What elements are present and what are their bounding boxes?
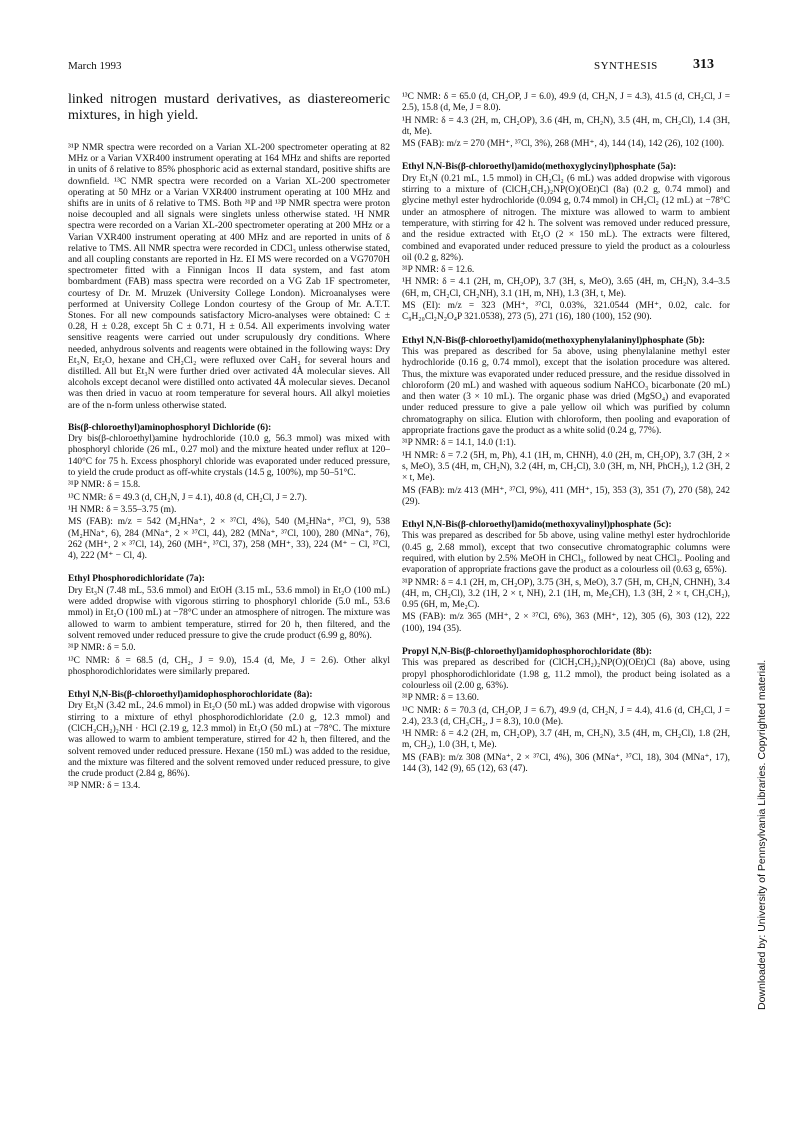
- paragraph: ¹H NMR: δ = 4.3 (2H, m, CH₂OP), 3.6 (4H, m, CH₂N), 3.5 (4H, m, CH₂Cl), 1.4 (3H, dt, Me).: [402, 115, 730, 137]
- download-notice: Downloaded by: University of Pennsylvania Libraries. Copyrighted material.: [756, 659, 768, 1010]
- paragraph: MS (FAB): m/z 365 (MH⁺, 2 × ³⁷Cl, 6%), 363 (MH⁺, 12), 305 (6), 303 (12), 222 (100), 194 (35).: [402, 612, 730, 634]
- paragraph: ³¹P NMR: δ = 15.8.: [68, 480, 141, 491]
- paragraph: ³¹P NMR: δ = 12.6.: [402, 265, 475, 276]
- paragraph: This was prepared as described for (ClCH₂CH₂)₂NP(O)(OEt)Cl (8a) above, using propyl phosphorodichloridate (1.98 g, 11.2 mmol), the product being isolated as a colourless oil (2.00 g, 63%).: [402, 658, 730, 691]
- paragraph: Dry Et₃N (0.21 mL, 1.5 mmol) in CH₂Cl₂ (6 mL) was added dropwise with vigorous stirring to a mixture of (ClCH₂CH₂)₂NP(O)(OEt)Cl (8a) (0.2 g, 0.74 mmol) and glycine methyl ester hydrochloride (0.094 g, 0.74 mmol) in CH₂Cl₂ (12 mL) at −78°C under an atmosphere of nitrogen. The mixture was allowed to warm to ambient temperature, with stirring for 42 h. The solvent was removed under reduced pressure, and the residue extracted with Et₂O (2 × 150 mL). The extracts were filtered, combined and evaporated under reduced pressure to yield the product as a colourless oil (0.2 g, 82%).: [402, 173, 730, 263]
- section-heading: Ethyl N,N-Bis(β-chloroethyl)amido(methoxyphenylalaninyl)phosphate (5b):: [402, 335, 705, 346]
- paragraph: ³¹P NMR: δ = 4.1 (2H, m, CH₂OP), 3.75 (3H, s, MeO), 3.7 (5H, m, CH₂N, CHNH), 3.4 (4H, m, CH₂Cl), 3.2 (1H, 2 × t, NH), 2.1 (1H, m, Me₂CH), 1.3 (3H, 2 × t, CH₃CH₂), 0.95 (6H, m, Me₂C).: [402, 577, 730, 611]
- section-heading: Ethyl N,N-Bis(β-chloroethyl)amido(methoxyglycinyl)phosphate (5a):: [402, 162, 677, 173]
- paragraph: ¹³C NMR: δ = 65.0 (d, CH₂OP, J = 6.0), 49.9 (d, CH₂N, J = 4.3), 41.5 (d, CH₂Cl, J = 2.5), 15.8 (d, Me, J = 8.0).: [402, 92, 730, 114]
- paragraph: ¹H NMR: δ = 3.55–3.75 (m).: [68, 504, 177, 515]
- paragraph: Dry Et₃N (3.42 mL, 24.6 mmol) in Et₂O (50 mL) was added dropwise with vigorous stirring to a mixture of ethyl phosphorodichloridate (2.0 g, 12.3 mmol) and (ClCH₂CH₂)₂NH · HCl (2.19 g, 12.3 mmol) in Et₂O (50 mL) at −78°C. The mixture was allowed to warm to ambient temperature, stirred for 42 h, then filtered, and the solvent removed under reduced pressure. Hexane (150 mL) was added to the residue, and the mixture was filtered and the solvent removed under reduced pressure, to give the crude product (2.84 g, 86%).: [68, 701, 390, 780]
- header-journal: SYNTHESIS: [594, 60, 658, 72]
- paragraph: This was prepared as described for 5a above, using phenylalanine methyl ester hydrochloride (0.16 g, 0.74 mmol), except that the isolation procedure was altered. Thus, the mixture was evaporated under reduced pressure, and the residue dissolved in chloroform (20 mL) and washed with aqueous sodium NaHCO₃ bicarbonate (20 mL) and then water (3 × 10 mL). The organic phase was dried (MgSO₄) and evaporated under reduced pressure to give a pale yellow oil which was purified by column chromatography on silica. Elution with chloroform, then pooling and evaporation of appropriate fractions gave the product as a white solid (0.24 g, 77%).: [402, 346, 730, 437]
- paragraph: MS (FAB): m/z 308 (MNa⁺, 2 × ³⁷Cl, 4%), 306 (MNa⁺, ³⁷Cl, 18), 304 (MNa⁺, 17), 144 (3), 142 (9), 65 (12), 63 (47).: [402, 752, 730, 775]
- paragraph: MS (FAB): m/z = 542 (M₂HNa⁺, 2 × ³⁷Cl, 4%), 540 (M₂HNa⁺, ³⁷Cl, 9), 538 (M₂HNa⁺, 6), 284 (MNa⁺, 2 × ³⁷Cl, 44), 282 (MNa⁺, ³⁷Cl, 100), 280 (MNa⁺, 76), 262 (MH⁺, 2 × ³⁷Cl, 14), 260 (MH⁺, ³⁷Cl, 37), 258 (MH⁺, 33), 224 (M⁺ − Cl, ³⁷Cl, 4), 222 (M⁺ − Cl, 4).: [68, 517, 390, 562]
- section-heading: Propyl N,N-Bis(β-chloroethyl)amidophosphorochloridate (8b):: [402, 647, 652, 658]
- paragraph: MS (FAB): m/z = 270 (MH⁺, ³⁷Cl, 3%), 268 (MH⁺, 4), 144 (14), 142 (26), 102 (100).: [402, 139, 725, 150]
- section-heading: Bis(β-chloroethyl)aminophosphoryl Dichloride (6):: [68, 422, 272, 433]
- experimental-footnote: ³¹P NMR spectra were recorded on a Varian XL-200 spectrometer operating at 82 MHz or a Varian VXR400 instrument operating at 164 MHz and shifts are reported in units of δ relative to 85% phosphoric acid as external standard, positive shifts are downfield. ¹³C NMR spectra were recorded on a Varian XL-200 spectrometer operating at 50 MHz or a Varian VXR400 instrument operating at 100 MHz and shifts are in units of δ relative to TMS. Both ³¹P and ¹³P NMR spectra were proton noise decoupled and all signals were singlets unless otherwise stated. ¹H NMR spectra were recorded on a Varian XL-200 spectrometer operating at 200 MHz or a Varian VXR400 instrument operating at 400 MHz and are reported in units of δ relative to TMS. All NMR spectra were recorded in CDCl₃ unless otherwise stated, and all coupling constants are reported in Hz. EI MS were recorded on a VG7070H spectrometer fitted with a Finnigan Incos II data system, and fast atom bombardment (FAB) mass spectra were recorded on a VG Zab 1F spectrometer, courtesy of Dr. M. Mruzek (University College London). Microanalyses were performed at University College London courtesy of the Group of Mr. A.T.T. Stones. For all new compounds satisfactory Micro-analyses were obtained: C ± 0.28, H ± 0.28, except 5h C ± 0.71, H ± 0.54. All experiments involving water sensitive reagents were carried out under scrupulously dry conditions. Where needed, anhydrous solvents and reagents were obtained in the following ways: Dry Et₃N, Et₂O, hexane and CH₂Cl₂ were refluxed over CaH₂ for several hours and distilled. All but Et₃N were further dried over activated 4Å molecular sieves. All alcohols except decanol were distilled onto activated 4Å molecular sieves. Decanol was then dried in vacuo at room temperature for several hours. All alkyl moieties are of the n-form unless otherwise stated.: [68, 142, 390, 411]
- section-heading: Ethyl N,N-Bis(β-chloroethyl)amidophosphorochloridate (8a):: [68, 690, 313, 701]
- paragraph: ¹³C NMR: δ = 70.3 (d, CH₂OP, J = 6.7), 49.9 (d, CH₂N, J = 4.4), 41.6 (d, CH₂Cl, J = 2.4), 23.3 (d, CH₃CH₂, J = 8.3), 10.0 (Me).: [402, 705, 730, 727]
- header-page-number: 313: [693, 57, 714, 72]
- lead-paragraph: linked nitrogen mustard derivatives, as diastereomeric mixtures, in high yield.: [68, 92, 390, 123]
- paragraph: ³¹P NMR: δ = 13.60.: [402, 693, 479, 704]
- paragraph: This was prepared as described for 5b above, using valine methyl ester hydrochloride (0.45 g, 2.68 mmol), except that two consecutive chromatographic columns were required, with elution by 2.5% MeOH in CHCl₃, followed by neat CHCl₃. Pooling and evaporation of appropriate fractions gave the product as a colourless oil (0.63 g, 65%).: [402, 531, 730, 576]
- paragraph: ¹H NMR: δ = 7.2 (5H, m, Ph), 4.1 (1H, m, CHNH), 4.0 (2H, m, CH₂OP), 3.7 (3H, 2 × s, MeO), 3.5 (4H, m, CH₂N), 3.2 (4H, m, CH₂Cl), 3.0 (3H, m, NH, PhCH₂), 1.2 (3H, 2 × t, Me).: [402, 450, 730, 484]
- paragraph: MS (EI): m/z = 323 (MH⁺, ³⁷Cl, 0.03%, 321.0544 (MH⁺, 0.02, calc. for C₉H₂₀Cl₂N₂O₄P 321.0538), 273 (5), 271 (16), 180 (100), 152 (90).: [402, 301, 730, 323]
- paragraph: MS (FAB): m/z 413 (MH⁺, ³⁷Cl, 9%), 411 (MH⁺, 15), 353 (3), 351 (7), 270 (58), 242 (29).: [402, 485, 730, 507]
- section-heading: Ethyl N,N-Bis(β-chloroethyl)amido(methoxyvalinyl)phosphate (5c):: [402, 520, 672, 531]
- paragraph: ³¹P NMR: δ = 14.1, 14.0 (1:1).: [402, 438, 516, 449]
- right-column: [402, 92, 730, 776]
- section-heading: Ethyl Phosphorodichloridate (7a):: [68, 574, 205, 585]
- paragraph: ¹H NMR: δ = 4.1 (2H, m, CH₂OP), 3.7 (3H, s, MeO), 3.65 (4H, m, CH₂N), 3.4–3.5 (6H, m, CH₂Cl, CH₂NH), 3.1 (1H, m, NH), 1.3 (3H, t, Me).: [402, 277, 730, 299]
- paragraph: ¹³C NMR: δ = 68.5 (d, CH₂, J = 9.0), 15.4 (d, Me, J = 2.6). Other alkyl phosphorodichloridates were similarly prepared.: [68, 655, 390, 677]
- paragraph: ¹H NMR: δ = 4.2 (2H, m, CH₂OP), 3.7 (4H, m, CH₂N), 3.5 (4H, m, CH₂Cl), 1.8 (2H, m, CH₂), 1.0 (3H, t, Me).: [402, 729, 730, 751]
- paragraph: Dry Et₃N (7.48 mL, 53.6 mmol) and EtOH (3.15 mL, 53.6 mmol) in Et₂O (100 mL) were added dropwise with vigorous stirring to phosphoryl chloride (5.0 mL, 53.6 mmol) in Et₂O (100 mL) at −78°C under an atmosphere of nitrogen. The mixture was allowed to warm to ambient temperature, stirred for 20 h, then filtered, and the solvent removed under reduced pressure to give the crude product (6.99 g, 80%).: [68, 585, 390, 641]
- paragraph: ¹³C NMR: δ = 49.3 (d, CH₂N, J = 4.1), 40.8 (d, CH₂Cl, J = 2.7).: [68, 492, 307, 503]
- header-date: March 1993: [68, 60, 122, 72]
- paragraph: ³¹P NMR: δ = 13.4.: [68, 781, 141, 792]
- left-column: [68, 92, 390, 794]
- paragraph: ³¹P NMR: δ = 5.0.: [68, 643, 136, 654]
- paragraph: Dry bis(β-chloroethyl)amine hydrochloride (10.0 g, 56.3 mmol) was mixed with phosphoryl chloride (26 mL, 0.27 mol) and the mixture heated under reflux at 120–140°C for 75 h. Excess phosphoryl chloride was evaporated under reduced pressure, to yield the crude product as off-white crystals (14.5 g, 100%), mp 50–51°C.: [68, 434, 390, 479]
